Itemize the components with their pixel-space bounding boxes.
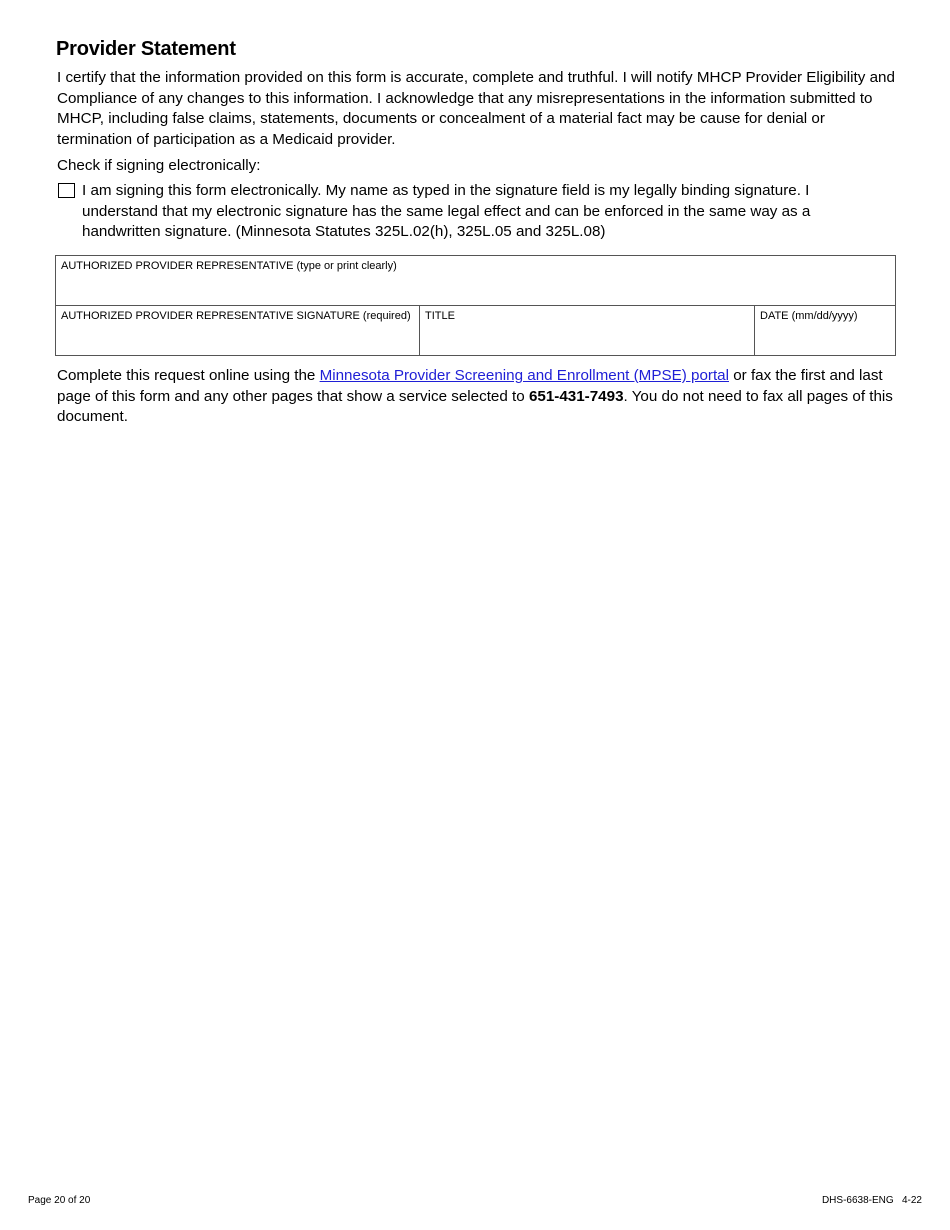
representative-name-label: AUTHORIZED PROVIDER REPRESENTATIVE (type or print clearly): [61, 260, 397, 272]
mpse-portal-link[interactable]: Minnesota Provider Screening and Enrollment (MPSE) portal: [319, 367, 729, 384]
representative-name-cell: [56, 256, 896, 306]
signature-table: [55, 255, 896, 356]
instructions-middle-text: or fax the first and last page of this form and any other pages that show a service selected to: [57, 367, 883, 405]
date-cell: [755, 306, 896, 356]
page-number: Page 20 of 20: [28, 1195, 91, 1206]
table-row: [56, 306, 896, 356]
date-label: DATE (mm/dd/yyyy): [760, 310, 858, 322]
provider-statement-text: I certify that the information provided on this form is accurate, complete and truthful. I will notify MHCP Provider Eligibility and Compliance of any changes to this information. I acknowledge that any misrepresentations in the information submitted to MHCP, including false claims, statements, documents or concealment of a material fact may be cause for denial or termination of participation as a Medicaid provider.: [57, 69, 895, 148]
table-row: [56, 256, 896, 306]
submission-instructions: [57, 366, 897, 428]
signature-cell: [56, 306, 420, 356]
title-cell: [420, 306, 755, 356]
date-field[interactable]: [760, 323, 890, 342]
title-label: TITLE: [425, 310, 455, 322]
section-title: Provider Statement: [56, 38, 236, 60]
instructions-end-text: . You do not need to fax all pages of this document.: [57, 387, 893, 425]
signature-label: AUTHORIZED PROVIDER REPRESENTATIVE SIGNATURE (required): [61, 310, 411, 322]
form-id: DHS-6638-ENG 4-22: [821, 1195, 922, 1206]
electronic-signature-text: I am signing this form electronically. My name as typed in the signature field is my legally binding signature. I understand that my electronic signature has the same legal effect and can be enforced in the same way as a handwritten signature. (Minnesota Statutes 325L.02(h), 325L.05 and 325L.08): [82, 182, 811, 240]
electronic-signature-checkbox[interactable]: [58, 183, 75, 198]
electronic-signing-prompt: Check if signing electronically:: [57, 157, 261, 174]
fax-number: 651-431-7493: [528, 387, 624, 405]
representative-name-field[interactable]: [61, 273, 890, 292]
signature-field[interactable]: [61, 323, 414, 342]
instructions-lead-text: Complete this request online using the: [57, 367, 320, 384]
title-field[interactable]: [425, 323, 749, 342]
